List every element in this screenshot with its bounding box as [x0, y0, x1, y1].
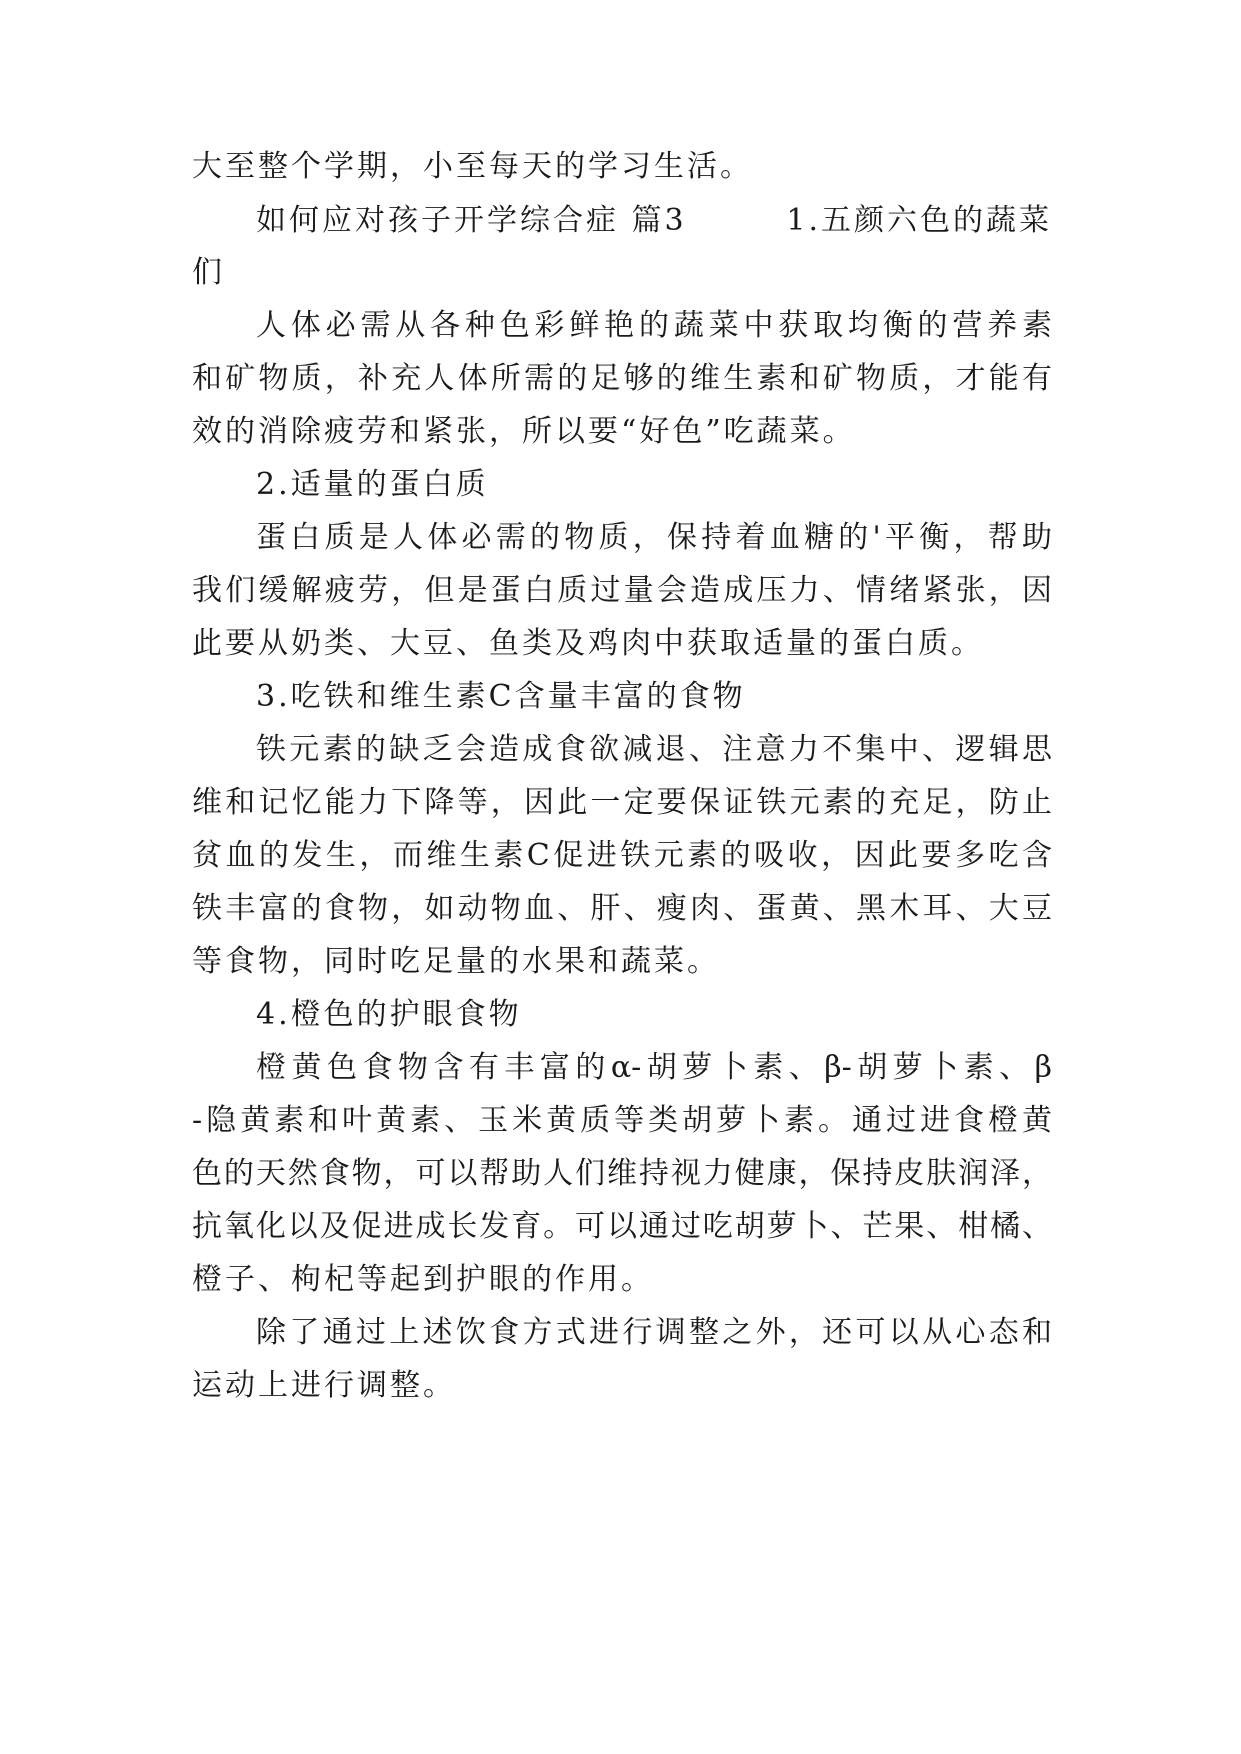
- paragraph-line: 们: [192, 255, 225, 290]
- paragraph-line: 铁元素的缺乏会造成食欲减退、注意力不集中、逻辑思: [256, 732, 1052, 767]
- paragraph-line: -隐黄素和叶黄素、玉米黄质等类胡萝卜素。通过进食橙黄: [192, 1103, 1052, 1138]
- paragraph-line: 和矿物质，补充人体所需的足够的维生素和矿物质，才能有: [192, 361, 1052, 396]
- paragraph-line: 运动上进行调整。: [192, 1368, 456, 1403]
- paragraph-line: 铁丰富的食物，如动物血、肝、瘦肉、蛋黄、黑木耳、大豆: [192, 891, 1052, 926]
- subheading: 3.吃铁和维生素C含量丰富的食物: [256, 679, 746, 714]
- paragraph-line: 大至整个学期，小至每天的学习生活。: [192, 149, 753, 184]
- paragraph-line: 效的消除疲劳和紧张，所以要“好色”吃蔬菜。: [192, 414, 856, 449]
- subheading: 4.橙色的护眼食物: [256, 997, 522, 1032]
- paragraph-line: 蛋白质是人体必需的物质，保持着血糖的'平衡，帮助: [256, 520, 1052, 555]
- paragraph-line: 抗氧化以及促进成长发育。可以通过吃胡萝卜、芒果、柑橘、: [192, 1209, 1052, 1244]
- subheading: 2.适量的蛋白质: [256, 467, 489, 502]
- paragraph-line: 我们缓解疲劳，但是蛋白质过量会造成压力、情绪紧张，因: [192, 573, 1052, 608]
- section-title: 如何应对孩子开学综合症 篇3: [256, 203, 687, 238]
- section-heading-row: [256, 200, 1052, 242]
- paragraph-line: 除了通过上述饮食方式进行调整之外，还可以从心态和: [256, 1315, 1052, 1350]
- paragraph-line: 橙子、枸杞等起到护眼的作用。: [192, 1262, 654, 1297]
- paragraph-line: 维和记忆能力下降等，因此一定要保证铁元素的充足，防止: [192, 785, 1052, 820]
- paragraph-line: 橙黄色食物含有丰富的α-胡萝卜素、β-胡萝卜素、β: [256, 1050, 1052, 1085]
- paragraph-line: 此要从奶类、大豆、鱼类及鸡肉中获取适量的蛋白质。: [192, 626, 984, 661]
- paragraph-line: 等食物，同时吃足量的水果和蔬菜。: [192, 944, 720, 979]
- paragraph-line: 贫血的发生，而维生素C促进铁元素的吸收，因此要多吃含: [192, 838, 1052, 873]
- paragraph-line: 人体必需从各种色彩鲜艳的蔬菜中获取均衡的营养素: [256, 308, 1052, 343]
- paragraph-line: 色的天然食物，可以帮助人们维持视力健康，保持皮肤润泽，: [192, 1156, 1052, 1191]
- subheading: 1.五颜六色的蔬菜: [786, 203, 1052, 238]
